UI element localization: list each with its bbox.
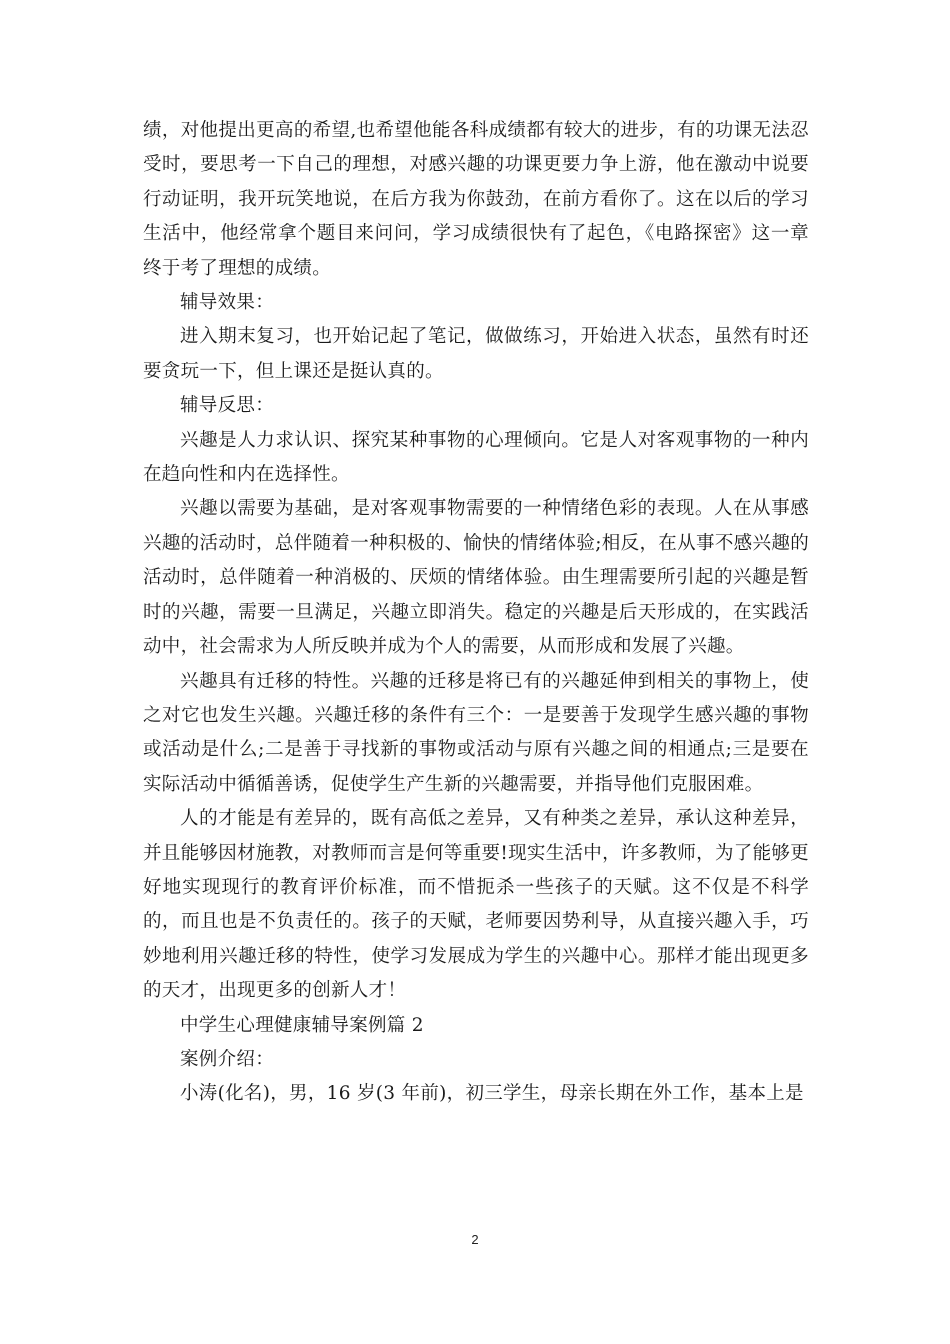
document-body [143,114,809,1112]
section-heading-counseling-reflection: 辅导反思： [180,395,275,417]
page-number: 2 [471,1232,479,1247]
paragraph: 绩，对他提出更高的希望,也希望他能各科成绩都有较大的进步，有的功课无法忍受时，要思考一下自己的理想，对感兴趣的功课更要力争上游，他在激动中说要行动证明，我开玩笑地说，在后方我为你鼓劲，在前方看你了。这在以后的学习生活中，他经常拿个题目来问问，学习成绩很快有了起色，《电路探密》这一章终于考了理想的成绩。 [143,120,809,279]
paragraph: 兴趣以需要为基础，是对客观事物需要的一种情绪色彩的表现。人在从事感兴趣的活动时，总伴随着一种积极的、愉快的情绪体验;相反，在从事不感兴趣的活动时，总伴随着一种消极的、厌烦的情绪体验。由生理需要所引起的兴趣是暂时的兴趣，需要一旦满足，兴趣立即消失。稳定的兴趣是后天形成的，在实践活动中，社会需求为人所反映并成为个人的需要，从而形成和发展了兴趣。 [143,498,809,658]
paragraph: 兴趣是人力求认识、探究某种事物的心理倾向。它是人对客观事物的一种内在趋向性和内在选择性。 [143,429,809,486]
paragraph: 兴趣具有迁移的特性。兴趣的迁移是将已有的兴趣延伸到相关的事物上，使之对它也发生兴趣。兴趣迁移的条件有三个：一是要善于发现学生感兴趣的事物或活动是什么;二是善于寻找新的事物或活动与原有兴趣之间的相通点;三是要在实际活动中循循善诱，促使学生产生新的兴趣需要，并指导他们克服困难。 [143,670,809,795]
paragraph: 小涛(化名)，男，16 岁(3 年前)，初三学生，母亲长期在外工作，基本上是 [180,1083,804,1105]
paragraph: 人的才能是有差异的，既有高低之差异，又有种类之差异，承认这种差异，并且能够因材施教，对教师而言是何等重要!现实生活中，许多教师，为了能够更好地实现现行的教育评价标准，而不惜扼杀一些孩子的天赋。这不仅是不科学的，而且也是不负责任的。孩子的天赋，老师要因势利导，从直接兴趣入手，巧妙地利用兴趣迁移的特性，使学习发展成为学生的兴趣中心。那样才能出现更多的天才，出现更多的创新人才！ [143,808,809,1002]
paragraph: 进入期末复习，也开始记起了笔记，做做练习，开始进入状态，虽然有时还要贪玩一下，但上课还是挺认真的。 [143,326,809,382]
case-title: 中学生心理健康辅导案例篇 2 [180,1014,424,1036]
section-heading-case-intro: 案例介绍： [180,1048,275,1070]
section-heading-counseling-effect: 辅导效果： [180,292,275,314]
